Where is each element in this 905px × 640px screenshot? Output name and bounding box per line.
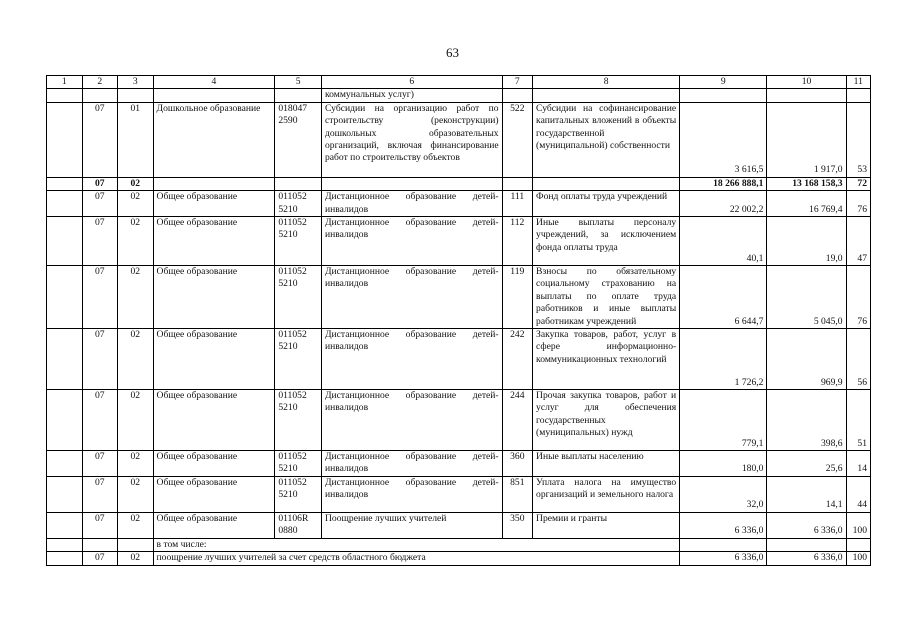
kvr-description: Уплата налога на имущество организаций и земельного налога [533,476,680,512]
percent-cell: 72 [846,177,870,190]
percent-cell: 100 [846,512,870,538]
actual-amount: 969,9 [767,329,846,390]
kvr-code: 112 [502,217,532,266]
section-code: 02 [118,476,154,512]
header-cell: 10 [767,76,846,89]
section-name: Общее образование [153,390,275,451]
chapter-code: 07 [82,451,118,477]
table-row [47,217,871,266]
expense-description: Дистанционное образование детей-инвалидов [321,191,502,217]
actual-amount: 6 336,0 [767,512,846,538]
col1-cell [47,512,83,538]
continuation-row [47,89,871,102]
section-name: Общее образование [153,476,275,512]
section-code: 01 [118,102,154,177]
chapter-code: 07 [82,329,118,390]
section-code: 02 [118,266,154,329]
kvr-description [533,177,680,190]
col1-cell [47,217,83,266]
section-name: Общее образование [153,217,275,266]
col1-cell [47,177,83,190]
plan-amount: 40,1 [680,217,767,266]
col1-cell [47,191,83,217]
plan-amount: 180,0 [680,451,767,477]
actual-amount: 19,0 [767,217,846,266]
plan-amount: 779,1 [680,390,767,451]
col1-cell [47,476,83,512]
target-code: 018047 2590 [275,102,322,177]
target-code: 011052 5210 [275,217,322,266]
table-row [47,102,871,177]
expense-description: Дистанционное образование детей-инвалидов [321,476,502,512]
table-row [47,390,871,451]
col1-cell [47,102,83,177]
expense-description: Дистанционное образование детей-инвалидов [321,390,502,451]
budget-table [46,75,871,566]
plan-amount: 18 266 888,1 [680,177,767,190]
chapter-code: 07 [82,476,118,512]
actual-amount: 25,6 [767,451,846,477]
actual-amount: 6 336,0 [767,552,846,565]
kvr-code: 111 [502,191,532,217]
continuation-text: коммунальных услуг) [321,89,502,102]
in-total-label: в том числе: [153,538,680,551]
section-code: 02 [118,191,154,217]
col1-cell [47,266,83,329]
chapter-code: 07 [82,191,118,217]
header-cell: 6 [321,76,502,89]
chapter-code: 07 [82,217,118,266]
actual-amount: 16 769,4 [767,191,846,217]
section-code: 02 [118,217,154,266]
table-row [47,329,871,390]
kvr-description: Прочая закупка товаров, работ и услуг для обеспечения государственных (муниципальных) нужд [533,390,680,451]
expense-description: Поощрение лучших учителей [321,512,502,538]
section-code: 02 [118,451,154,477]
kvr-description: Премии и гранты [533,512,680,538]
kvr-description: Фонд оплаты труда учреждений [533,191,680,217]
actual-amount: 398,6 [767,390,846,451]
header-cell: 11 [846,76,870,89]
actual-amount: 13 168 158,3 [767,177,846,190]
plan-amount: 1 726,2 [680,329,767,390]
header-cell: 5 [275,76,322,89]
table-row [47,451,871,477]
percent-cell: 51 [846,390,870,451]
percent-cell: 53 [846,102,870,177]
col1-cell [47,329,83,390]
table-row [47,177,871,190]
expense-description: Субсидии на организацию работ по строительству (реконструкции) дошкольных образовательных организаций, включая финансирование работ по строительству объектов [321,102,502,177]
target-code [275,177,322,190]
header-cell: 8 [533,76,680,89]
in-total-row [47,538,871,551]
percent-cell: 14 [846,451,870,477]
percent-cell: 56 [846,329,870,390]
table-row [47,191,871,217]
kvr-code: 244 [502,390,532,451]
table-row [47,476,871,512]
header-cell: 3 [118,76,154,89]
chapter-code: 07 [82,177,118,190]
plan-amount: 6 336,0 [680,552,767,565]
header-cell: 4 [153,76,275,89]
section-code: 02 [118,329,154,390]
percent-cell: 44 [846,476,870,512]
plan-amount: 3 616,5 [680,102,767,177]
kvr-description: Субсидии на софинансирование капитальных вложений в объекты государственной (муниципальной) собственности [533,102,680,177]
section-name: Общее образование [153,512,275,538]
section-name [153,177,275,190]
kvr-description: Иные выплаты населению [533,451,680,477]
section-name: Общее образование [153,266,275,329]
section-name: Общее образование [153,191,275,217]
chapter-code: 07 [82,102,118,177]
percent-cell: 76 [846,191,870,217]
header-cell: 1 [47,76,83,89]
header-cell: 7 [502,76,532,89]
target-code: 011052 5210 [275,451,322,477]
kvr-code: 242 [502,329,532,390]
kvr-code: 851 [502,476,532,512]
chapter-code: 07 [82,552,118,565]
header-cell: 2 [82,76,118,89]
col1-cell [47,451,83,477]
actual-amount: 5 045,0 [767,266,846,329]
target-code: 011052 5210 [275,191,322,217]
table-row [47,512,871,538]
plan-amount: 6 336,0 [680,512,767,538]
section-code: 02 [118,552,154,565]
section-name: Дошкольное образование [153,102,275,177]
section-name: Общее образование [153,451,275,477]
expense-description: Дистанционное образование детей-инвалидов [321,266,502,329]
target-code: 011052 5210 [275,329,322,390]
target-code: 011052 5210 [275,266,322,329]
final-row-description: поощрение лучших учителей за счет средств областного бюджета [153,552,680,565]
section-code: 02 [118,177,154,190]
col1-cell [47,390,83,451]
table-row [47,266,871,329]
percent-cell: 47 [846,217,870,266]
target-code: 011052 5210 [275,390,322,451]
kvr-description: Закупка товаров, работ, услуг в сфере информационно-коммуникационных технологий [533,329,680,390]
expense-description: Дистанционное образование детей-инвалидов [321,451,502,477]
header-row [47,76,871,89]
section-code: 02 [118,390,154,451]
chapter-code: 07 [82,266,118,329]
plan-amount: 32,0 [680,476,767,512]
plan-amount: 22 002,2 [680,191,767,217]
percent-cell: 76 [846,266,870,329]
expense-description: Дистанционное образование детей-инвалидов [321,217,502,266]
kvr-code: 360 [502,451,532,477]
page-number: 63 [446,45,459,60]
kvr-code [502,177,532,190]
target-code: 011052 5210 [275,476,322,512]
chapter-code: 07 [82,390,118,451]
percent-cell: 100 [846,552,870,565]
section-code: 02 [118,512,154,538]
kvr-code: 119 [502,266,532,329]
kvr-description: Взносы по обязательному социальному страхованию на выплаты по оплате труда работников и иные выплаты работникам учреждений [533,266,680,329]
chapter-code: 07 [82,512,118,538]
header-cell: 9 [680,76,767,89]
expense-description: Дистанционное образование детей-инвалидов [321,329,502,390]
kvr-code: 350 [502,512,532,538]
plan-amount: 6 644,7 [680,266,767,329]
expense-description [321,177,502,190]
actual-amount: 1 917,0 [767,102,846,177]
section-name: Общее образование [153,329,275,390]
kvr-code: 522 [502,102,532,177]
target-code: 01106R 0880 [275,512,322,538]
final-row [47,552,871,565]
actual-amount: 14,1 [767,476,846,512]
kvr-description: Иные выплаты персоналу учреждений, за исключением фонда оплаты труда [533,217,680,266]
